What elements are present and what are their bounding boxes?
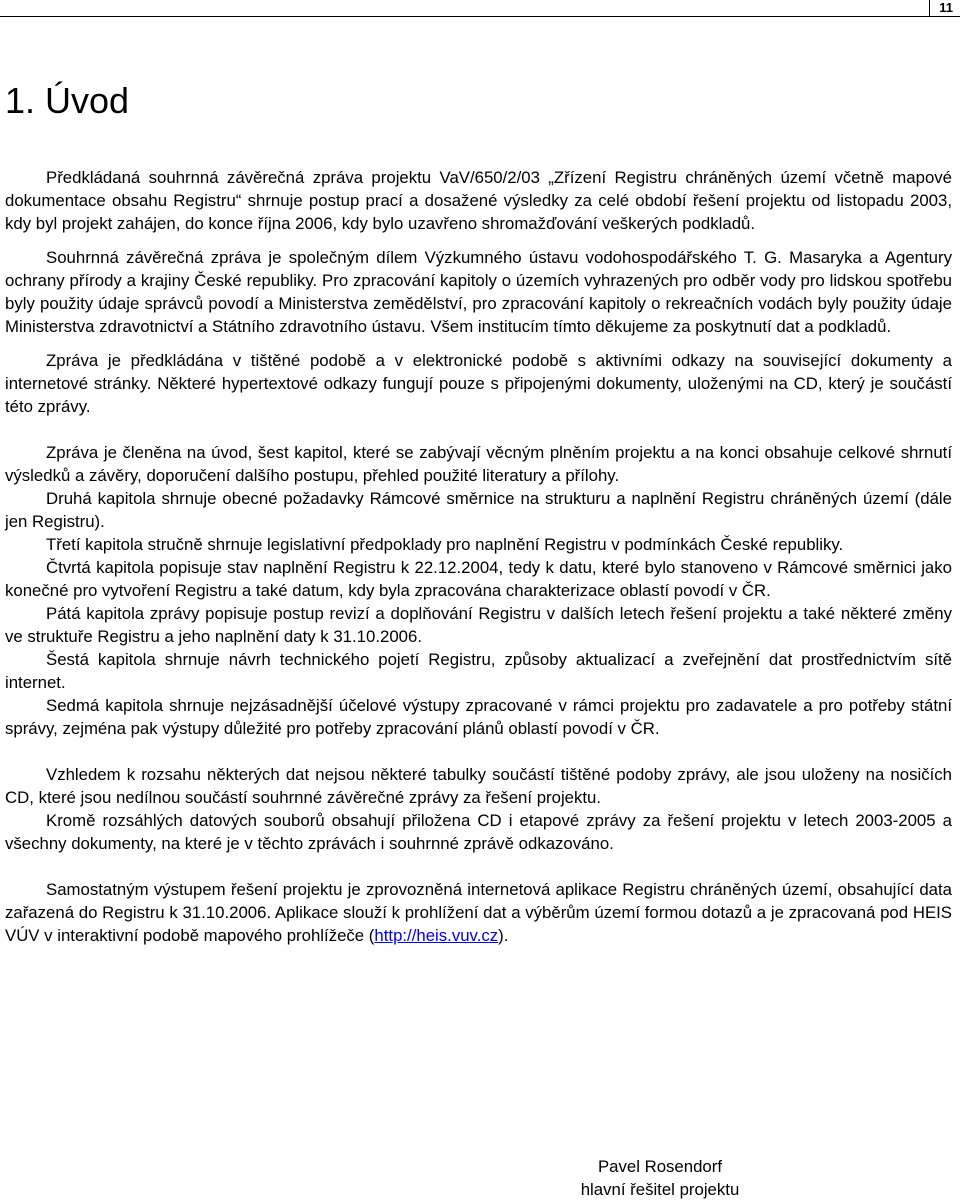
paragraph-web-app [5, 878, 952, 947]
web-app-text: Samostatným výstupem řešení projektu je zprovozněná internetová aplikace Registru chráněných území, obsahující data zařazená do Registru k 31.10.2006. Aplikace slouží k prohlížení dat a výběrům území formou dotazů a je zpracovaná pod HEIS VÚV v interaktivní podobě mapového prohlížeče ( [5, 880, 952, 945]
chapter-heading: 1. Úvod [5, 80, 130, 121]
paragraph-cd-reports: Kromě rozsáhlých datových souborů obsahují přiložena CD i etapové zprávy za řešení projektu v letech 2003-2005 a všechny dokumenty, na které je v těchto zprávách i souhrnné zprávě odkazováno. [5, 811, 952, 853]
paragraph-format: Zpráva je předkládána v tištěné podobě a v elektronické podobě s aktivními odkazy na související dokumenty a internetové stránky. Některé hypertextové odkazy fungují pouze s připojenými dokumenty, uloženými na CD, který je součástí této zprávy. [5, 351, 952, 416]
header-rule [0, 16, 929, 17]
paragraph-chapter-7: Sedmá kapitola shrnuje nejzásadnější účelové výstupy zpracované v rámci projektu pro zadavatele a pro potřeby státní správy, zejména pak výstupy důležité pro potřeby zpracování plánů oblastí povodí v ČR. [5, 696, 952, 738]
paragraph-chapter-2: Druhá kapitola shrnuje obecné požadavky Rámcové směrnice na strukturu a naplnění Registru chráněných území (dále jen Registru). [5, 489, 952, 531]
web-app-text-end: ). [498, 926, 509, 945]
signature-name: Pavel Rosendorf [597, 1157, 723, 1176]
paragraph-chapter-3: Třetí kapitola stručně shrnuje legislativní předpoklady pro naplnění Registru v podmínkách České republiky. [46, 535, 844, 554]
heis-link[interactable]: http://heis.vuv.cz [374, 926, 499, 945]
paragraph-chapter-4: Čtvrtá kapitola popisuje stav naplnění Registru k 22.12.2004, tedy k datu, které bylo stanoveno v Rámcové směrnici jako konečné pro vytvoření Registru a také datum, kdy byla zpracována charakterizace oblastí povodí v ČR. [5, 558, 952, 600]
page-number: 11 [939, 0, 953, 15]
page-number-box [929, 0, 960, 17]
paragraph-structure: Zpráva je členěna na úvod, šest kapitol, které se zabývají věcným plněním projektu a na konci obsahuje celkové shrnutí výsledků a závěry, doporučení dalšího postupu, přehled použité literatury a přílohy. [5, 443, 952, 485]
body-text [5, 166, 952, 947]
paragraph-cd-data: Vzhledem k rozsahu některých dat nejsou některé tabulky součástí tištěné podoby zprávy, ale jsou uloženy na nosičích CD, které jsou nedílnou součástí souhrnné závěrečné zprávy za řešení projektu. [5, 765, 952, 807]
paragraph-intro: Předkládaná souhrnná závěrečná zpráva projektu VaV/650/2/03 „Zřízení Registru chráněných území včetně mapové dokumentace obsahu Registru“ shrnuje postup prací a dosažené výsledky za celé období řešení projektu od listopadu 2003, kdy byl projekt zahájen, do konce října 2006, kdy bylo uzavřeno shromažďování veškerých podkladů. [5, 168, 952, 233]
paragraph-authors: Souhrnná závěrečná zpráva je společným dílem Výzkumného ústavu vodohospodářského T. G. Masaryka a Agentury ochrany přírody a krajiny České republiky. Pro zpracování kapitoly o územích vyhrazených pro odběr vody pro lidskou spotřebu byly použity údaje správců povodí a Ministerstva zemědělství, pro zpracování kapitoly o rekreačních vodách byly použity údaje Ministerstva zdravotnictví a Státního zdravotního ústavu. Všem institucím tímto děkujeme za poskytnutí dat a podkladů. [5, 248, 952, 336]
signature-block [560, 1155, 760, 1201]
paragraph-chapter-5: Pátá kapitola zprávy popisuje postup revizí a doplňování Registru v dalších letech řešení projektu a také některé změny ve struktuře Registru a jeho naplnění daty k 31.10.2006. [5, 604, 952, 646]
signature-role: hlavní řešitel projektu [580, 1180, 740, 1199]
paragraph-chapter-6: Šestá kapitola shrnuje návrh technického pojetí Registru, způsoby aktualizací a zveřejnění dat prostřednictvím sítě internet. [5, 650, 952, 692]
